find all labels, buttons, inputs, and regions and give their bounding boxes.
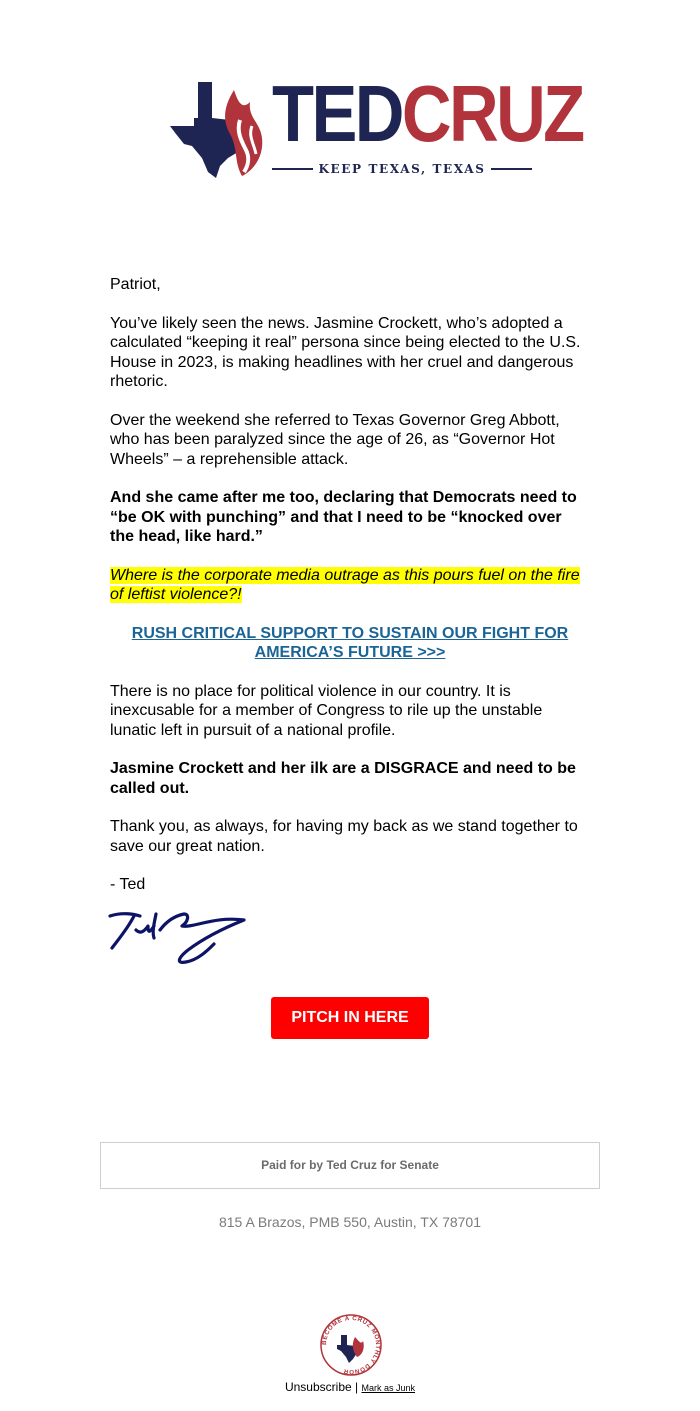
texas-flame-icon <box>168 80 278 180</box>
paragraph-6: Jasmine Crockett and her ilk are a DISGRACE and need to be called out. <box>110 760 576 797</box>
unsubscribe-link[interactable]: Unsubscribe <box>284 1380 352 1394</box>
badge-text: BECOME A CRUZ MONTHLY DONOR <box>320 1314 382 1376</box>
paragraph-4 <box>110 566 590 605</box>
monthly-donor-badge-icon[interactable] <box>319 1313 383 1377</box>
paragraph-7: Thank you, as always, for having my back as we stand together to save our great nation. <box>110 818 578 855</box>
paragraph-3: And she came after me too, declaring that Democrats need to “be OK with punching” and that I need to be “knocked over the head, like hard.” <box>110 489 577 545</box>
logo-wordmark <box>272 69 583 158</box>
email-body <box>110 275 590 914</box>
paragraph-5: There is no place for political violence in our country. It is inexcusable for a member of Congress to rile up the unstable lunatic left in pursuit of a national profile. <box>110 682 543 739</box>
mailing-address: 815 A Brazos, PMB 550, Austin, TX 78701 <box>218 1214 482 1230</box>
pitch-in-button[interactable]: PITCH IN HERE <box>271 997 429 1039</box>
highlighted-question: Where is the corporate media outrage as this pours fuel on the fire of leftist violence?! <box>110 566 580 603</box>
paid-for-disclaimer: Paid for by Ted Cruz for Senate <box>100 1142 600 1189</box>
signoff: - Ted <box>110 876 146 893</box>
rush-support-link[interactable]: RUSH CRITICAL SUPPORT TO SUSTAIN OUR FIGHT FOR AMERICA’S FUTURE >>> <box>131 624 569 661</box>
tagline-text: KEEP TEXAS, TEXAS <box>318 162 486 176</box>
logo-tagline <box>272 162 532 176</box>
paragraph-1: You’ve likely seen the news. Jasmine Crockett, who’s adopted a calculated “keeping it real” persona since being elected to the U.S. House in 2023, is making headlines with her cruel and dangerous rhetoric. <box>110 314 581 390</box>
paragraph-2: Over the weekend she referred to Texas Governor Greg Abbott, who has been paralyzed since the age of 26, as “Governor Hot Wheels” – a reprehensible attack. <box>110 411 560 468</box>
mark-as-junk-link[interactable]: Mark as Junk <box>361 1383 416 1393</box>
footer-separator: | <box>355 1380 359 1394</box>
signature-image <box>104 904 254 970</box>
tagline-rule-right <box>491 168 532 170</box>
logo-last-name: CRUZ <box>401 69 583 158</box>
tagline-rule-left <box>272 168 313 170</box>
footer-links <box>0 1380 700 1394</box>
greeting: Patriot, <box>110 276 161 293</box>
ted-cruz-logo <box>168 69 583 180</box>
logo-first-name: TED <box>272 69 402 158</box>
